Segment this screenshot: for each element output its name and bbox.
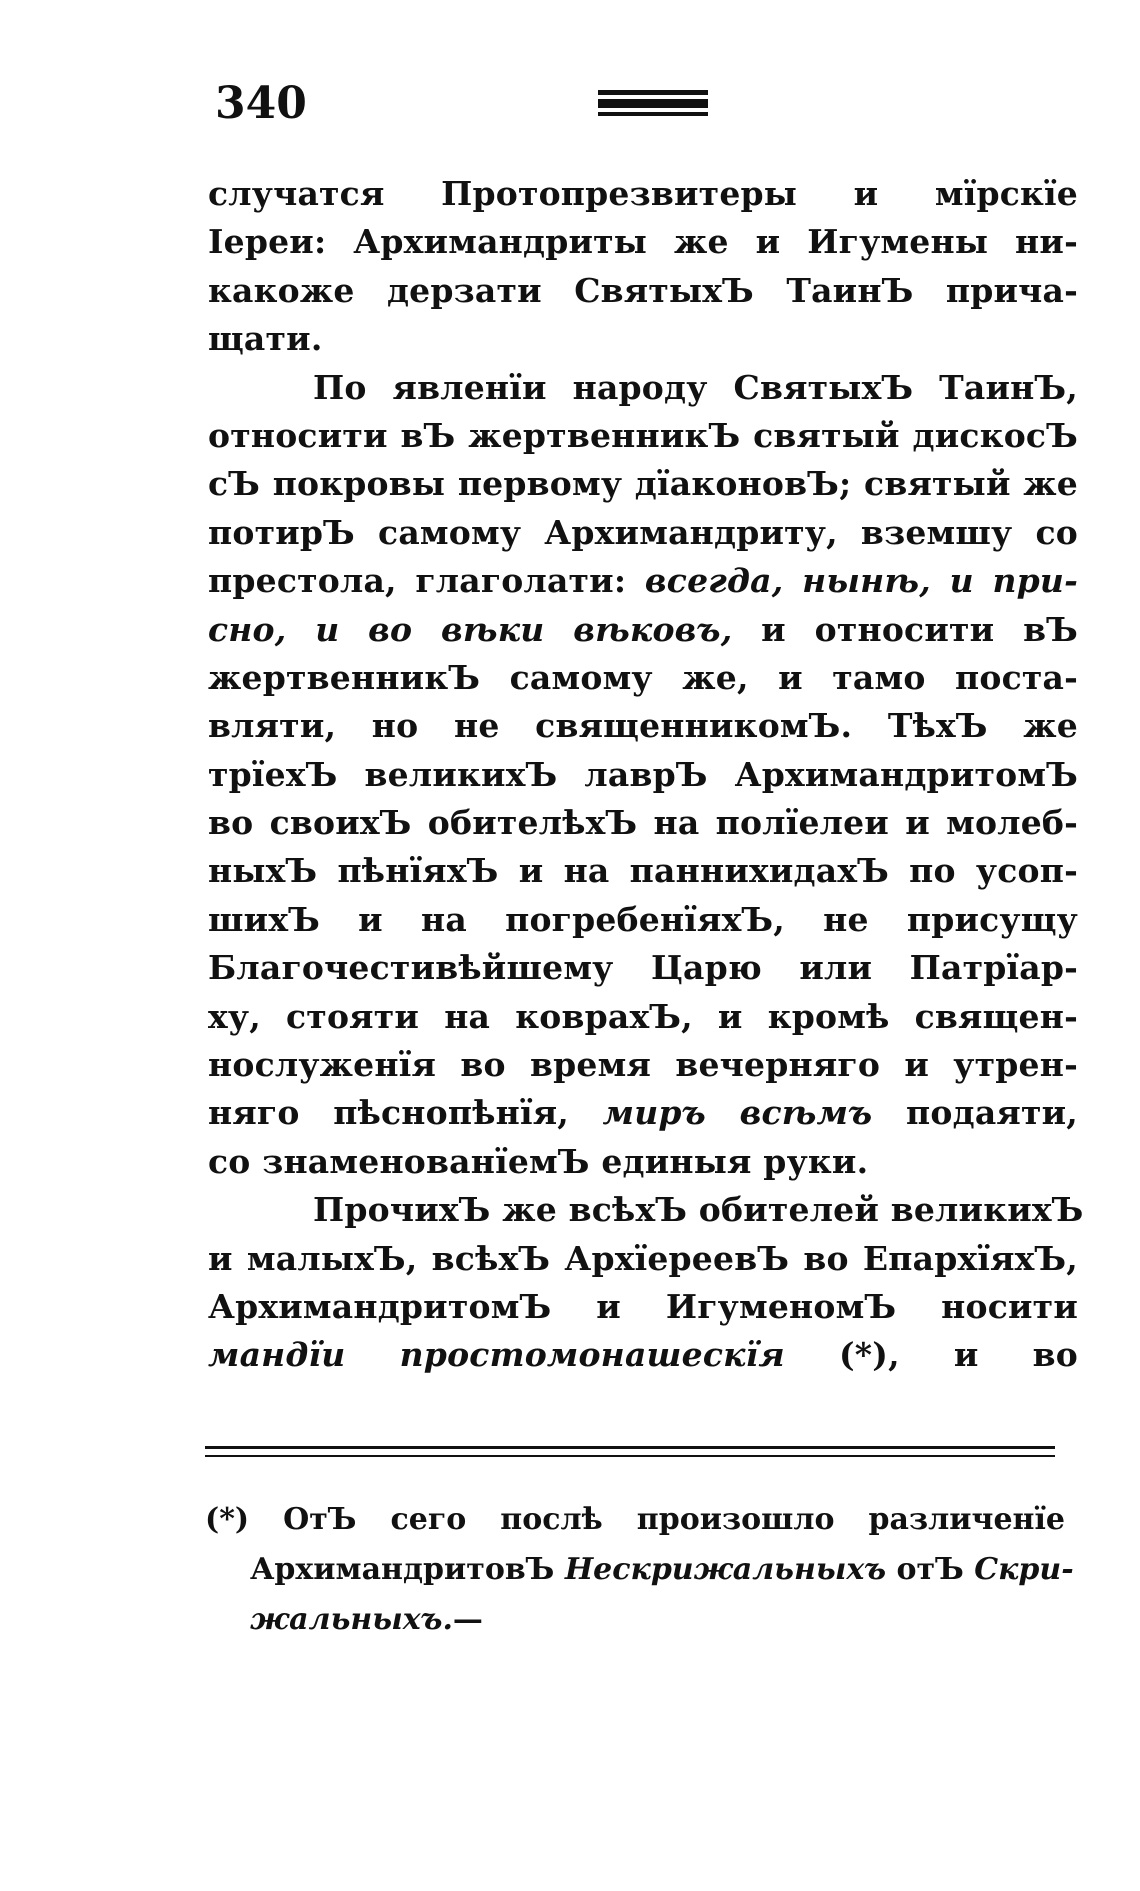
italic-term: Скри- [974,1552,1074,1587]
text-line: случатся Протопрезвитеры и мїрскїе [208,174,1078,213]
italic-liturgical-phrase: миръ всѣмъ [602,1093,873,1133]
footnote-line: АрхимандритовЪ Нескрижальныхъ отЪ Скри- [250,1552,1074,1587]
text-line: жертвенникЪ самому же, и тамо поста- [208,657,1078,697]
italic-term: жальныхъ. [250,1602,453,1637]
paragraph-start-line: ПрочихЪ же всѣхЪ обителей великихЪ [313,1190,1084,1230]
text-line: АрхимандритомЪ и ИгуменомЪ носити [208,1286,1078,1326]
text-line: ныхЪ пѣнїяхЪ и на паннихидахЪ по усоп- [208,851,1078,891]
footnote-line: (*) ОтЪ сего послѣ произошло различенїе [205,1502,1065,1537]
italic-liturgical-phrase: сно, и во вѣки вѣковъ, [208,609,733,649]
italic-term: Нескрижальныхъ [564,1552,887,1587]
text-line: ху, стояти на коврахЪ, и кромѣ священ- [208,996,1078,1036]
footnote-line: жальныхъ.— [250,1602,483,1637]
text-line: во своихЪ обителѣхЪ на полїелеи и молеб- [208,803,1078,843]
text-line: шихЪ и на погребенїяхЪ, не присущу [208,899,1078,939]
text-line: щати. [208,319,323,359]
text-line: относити вЪ жертвенникЪ святый дискосЪ [208,415,1078,455]
text-line: и малыхЪ, всѣхЪ АрхїереевЪ во ЕпархїяхЪ, [208,1238,1078,1278]
text-line: потирЪ самому Архимандриту, вземшу со [208,512,1078,552]
text-line: мандїи простомонашескїя (*), и во [208,1335,1079,1375]
text-line: трїехЪ великихЪ лаврЪ АрхимандритомЪ [208,754,1078,794]
italic-term: мандїи простомонашескїя [208,1335,785,1375]
page-number: 340 [215,78,307,129]
text-line: со знаменованїемЪ единыя руки. [208,1141,869,1181]
text-line: сЪ покровы первому дїаконовЪ; святый же [208,464,1078,504]
footnote [205,1495,1074,1645]
text-line: какоже дерзати СвятыхЪ ТаинЪ прича- [208,270,1078,310]
footnote-separator-rule [205,1446,1055,1457]
text-line: нослуженїя во время вечерняго и утрен- [208,1045,1078,1085]
text-line: няго пѣснопѣнїя, миръ всѣмъ подаяти, [208,1093,1078,1133]
text-line: сно, и во вѣки вѣковъ, и относити вЪ [208,609,1078,649]
header-ornament-rule [598,90,708,120]
italic-liturgical-phrase: всегда, нынѣ, и при- [644,561,1079,601]
text-line: Іереи: Архимандриты же и Игумены ни- [208,222,1078,262]
text-line: Благочестивѣйшему Царю или Патрїар- [208,948,1078,988]
text-line: престола, глаголати: всегда, нынѣ, и при- [208,561,1079,601]
text-line: вляти, но не священникомЪ. ТѣхЪ же [208,706,1078,746]
body-text [208,170,1084,1380]
paragraph-start-line: По явленїи народу СвятыхЪ ТаинЪ, [313,367,1078,407]
